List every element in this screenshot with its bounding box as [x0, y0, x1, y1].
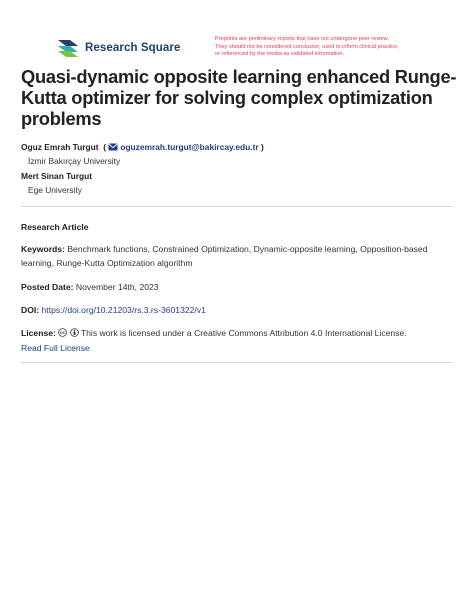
keywords-value: Benchmark functions, Constrained Optimization, Dynamic-opposite learning, Opposition-based learning, Runge-Kutta Optimization algorithm	[21, 244, 428, 268]
author-1	[21, 142, 264, 154]
by-attribution-icon	[70, 328, 79, 342]
article-type: Research Article	[21, 222, 89, 232]
paper-title	[21, 66, 461, 129]
research-square-logo[interactable]	[56, 38, 180, 58]
preprint-notice-line: They should not be considered conclusive, used to inform clinical practice,	[215, 43, 399, 50]
doi	[21, 304, 455, 318]
read-full-license-link[interactable]: Read Full License	[21, 342, 90, 353]
envelope-icon	[108, 143, 118, 154]
posted-date-value: November 14th, 2023	[75, 282, 159, 292]
divider	[21, 206, 453, 207]
paren-close: )	[260, 142, 264, 152]
author-2-affiliation: Ege University	[28, 185, 82, 195]
preprint-notice-line: or referenced by the media as validated information.	[215, 51, 345, 58]
cc-icon	[58, 328, 67, 342]
author-1-affiliation: İzmir Bakırçay University	[28, 156, 121, 166]
author-name: Oguz Emrah Turgut	[21, 142, 99, 152]
divider	[21, 362, 453, 363]
license-text: This work is licensed under a Creative Commons Attribution 4.0 International License.	[80, 328, 407, 338]
keywords-label: Keywords:	[21, 244, 65, 254]
license-label: License:	[21, 328, 56, 338]
title-line: Quasi-dynamic opposite learning enhanced Runge-	[21, 66, 457, 87]
research-square-logo-icon	[56, 38, 80, 58]
author-name: Mert Sinan Turgut	[21, 171, 93, 181]
license	[21, 327, 455, 355]
doi-label: DOI:	[21, 305, 40, 315]
author-email-link[interactable]: oguzemrah.turgut@bakircay.edu.tr	[120, 142, 259, 152]
title-line: problems	[21, 108, 102, 129]
doi-link[interactable]: https://doi.org/10.21203/rs.3.rs-3601322/v1	[41, 305, 206, 315]
preprint-notice-line: Preprints are preliminary reports that have not undergone peer review.	[215, 36, 389, 42]
posted-date	[21, 281, 455, 295]
paren-open: (	[103, 142, 106, 152]
svg-text:cc: cc	[60, 330, 66, 336]
keywords	[21, 243, 455, 270]
posted-date-label: Posted Date:	[21, 282, 74, 292]
author-2	[21, 171, 92, 182]
title-line: Kutta optimizer for solving complex optimization	[21, 87, 433, 108]
preprint-notice	[215, 36, 460, 59]
logo-text: Research Square	[85, 42, 181, 54]
